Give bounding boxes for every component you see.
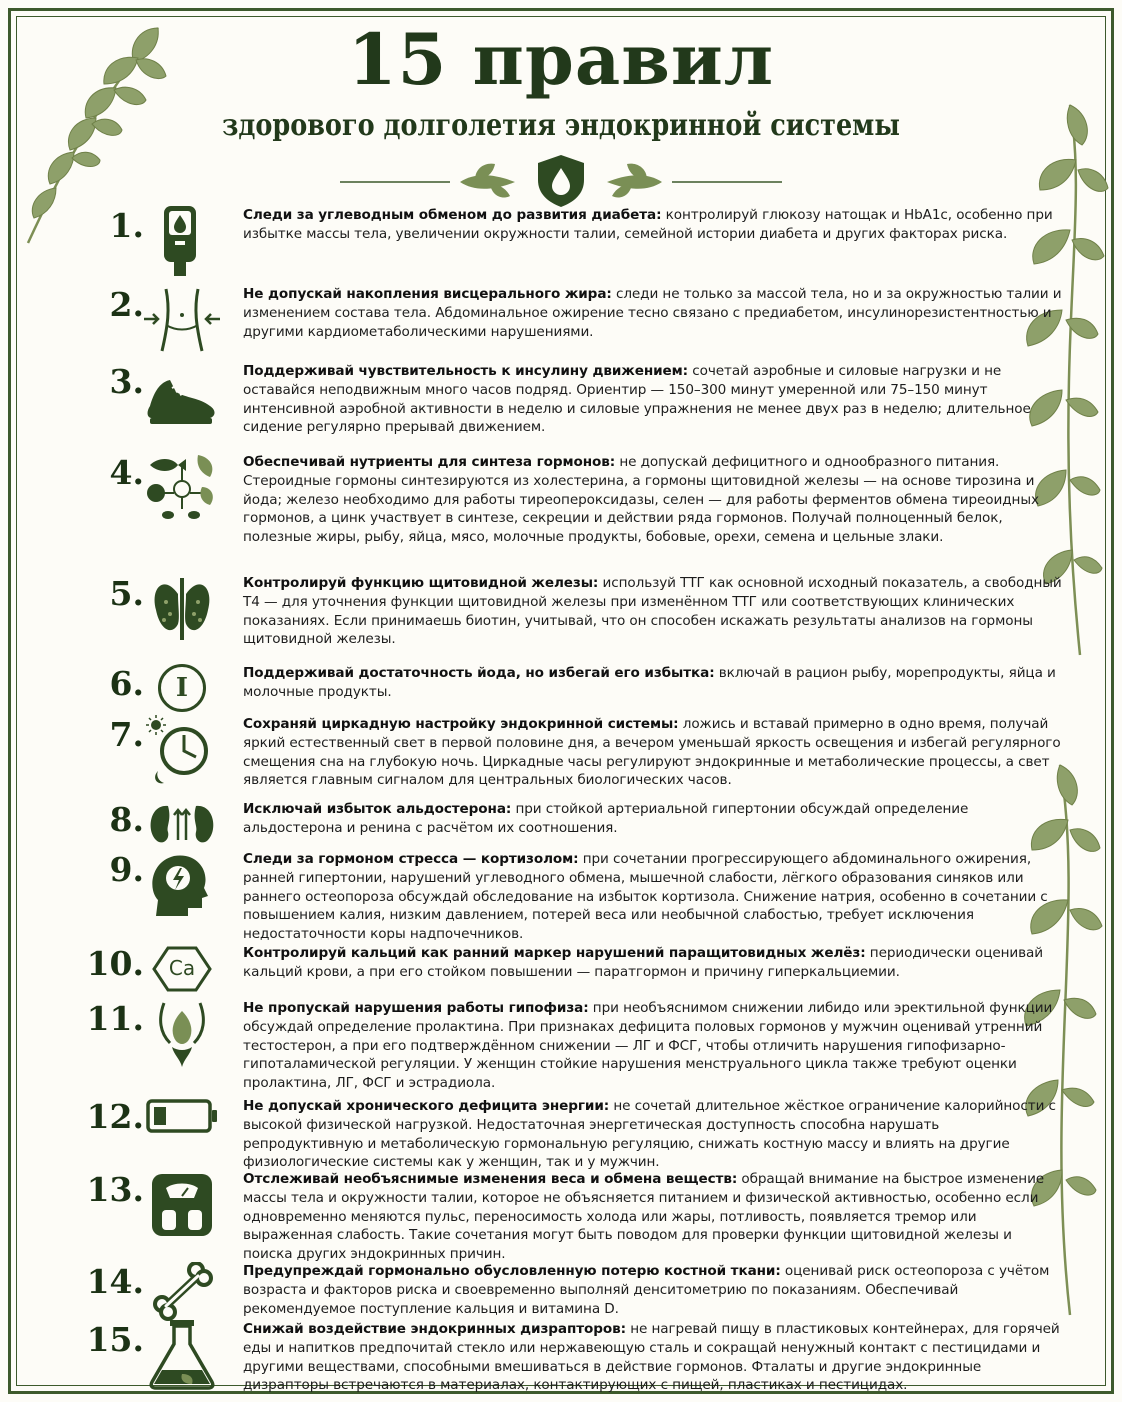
rule-heading: Не допускай накопления висцерального жира: (243, 286, 612, 302)
rule-body: не допускай дефицитного и однообразного питания. Стероидные гормоны синтезируются из холестерина, а гормоны щитовидной железы — на основе тирозина и йода; железо необходимо для работы тиреопероксидазы, селен — для работы ферментов обмена тиреоидных гормонов, а цинк участвует в синтезе, секреции и действии ряда гормонов. Получай полноценный белок, полезные жиры, рыбу, яйца, мясо, молочные продукты, бобовые, орехи, семена и цельные злаки. (243, 454, 1039, 546)
rule-number: 6. (109, 664, 144, 703)
rule-body: оценивай риск остеопороза с учётом возраста и факторов риска и своевременно выполняй денситометрию по показаниям. Обеспечивай рекомендуемое поступление кальция и витамина D. (243, 1263, 1050, 1317)
rule-number: 8. (109, 800, 144, 839)
scale-icon (144, 1170, 220, 1240)
rule-body: обращай внимание на быстрое изменение массы тела и окружности талии, которое не объясняется питанием и физической активностью, особенно если одновременно меняются пульс, переносимость холода или жары, потливость, появляется тремор или выраженная слабость. Такие сочетания могут быть поводом для проверки функции щитовидной железы и поиска других эндокринных причин. (243, 1171, 1045, 1263)
pituitary-icon (144, 999, 220, 1069)
rule-text (243, 800, 1063, 838)
rule-body: периодически оценивай кальций крови, а при его стойком повышении — паратгормон и причину гиперкальциемии. (243, 945, 1044, 980)
bone-icon (144, 1262, 220, 1322)
rule-heading: Обеспечивай нутриенты для синтеза гормонов: (243, 454, 616, 470)
iodine-icon (144, 664, 220, 714)
rule-body: сочетай аэробные и силовые нагрузки и не оставайся неподвижным много часов подряд. Ориентир — 150–300 минут умеренной или 75–150 минут интенсивной аэробной активности в неделю и силовые упражнения не менее двух раз в неделю; длительное сидение регулярно прерывай движением. (243, 363, 1031, 436)
clock-sun-moon-icon (144, 715, 220, 785)
rule-number: 14. (86, 1262, 144, 1301)
rule-body: не нагревай пищу в пластиковых контейнерах, для горячей еды и напитков предпочитай стекло или нержавеющую сталь и сокращай ненужный контакт с пестицидами и другими веществами, способными вмешиваться в действие гормонов. Фталаты и другие эндокринные дизрапторы встречаются в материалах, контактирующих с пищей, пластиках и пестицидах. (243, 1321, 1060, 1394)
rule-heading: Контролируй кальций как ранний маркер нарушений паращитовидных желёз: (243, 945, 866, 961)
rule-number: 13. (86, 1170, 144, 1209)
rule-heading: Предупреждай гормонально обусловленную потерю костной ткани: (243, 1263, 781, 1279)
rule-text (243, 285, 1063, 341)
rule-number: 3. (109, 362, 144, 401)
rule-heading: Отслеживай необъяснимые изменения веса и обмена веществ: (243, 1171, 738, 1187)
rule-text (243, 206, 1063, 244)
rule-text (243, 850, 1063, 944)
rule-body: следи не только за массой тела, но и за окружностью талии и изменением состава тела. Абдоминальное ожирение тесно связано с предиабетом, инсулинорезистентностью и другими кардиометаболическими нарушениями. (243, 286, 1062, 340)
rule-heading: Поддерживай достаточность йода, но избегай его избытка: (243, 665, 715, 681)
stress-head-icon (144, 850, 220, 920)
rule-heading: Следи за гормоном стресса — кортизолом: (243, 851, 579, 867)
rule-heading: Не пропускай нарушения работы гипофиза: (243, 1000, 589, 1016)
rule-body: при сочетании прогрессирующего абдоминального ожирения, ранней гипертонии, нарушений углеводного обмена, мышечной слабости, лёгкого образования синяков или раннего остеопороза обсуждай обследование на избыток кортизола. Снижение натрия, особенно в сочетании с повышением калия, низким давлением, потерей веса или необычной слабостью, требует исключения недостаточности коры надпочечников. (243, 851, 1048, 943)
page-title: 15 правил (347, 18, 775, 101)
thyroid-icon (144, 574, 220, 644)
rule-heading: Поддерживай чувствительность к инсулину движением: (243, 363, 689, 379)
low-battery-icon (144, 1097, 220, 1137)
rule-number: 1. (109, 206, 144, 245)
rule-number: 5. (109, 574, 144, 613)
rule-text (243, 1170, 1063, 1264)
shield-drop-icon (538, 155, 584, 207)
rule-text (243, 1320, 1063, 1395)
page-subtitle: здорового долголетия эндокринной системы (222, 108, 900, 143)
glucometer-icon (144, 206, 220, 276)
nutrients-icon (144, 453, 220, 523)
rule-body: ложись и вставай примерно в одно время, получай яркий естественный свет в первой половине дня, а вечером уменьшай яркость освещения и избегай регулярного смещения сна на глубокую ночь. Циркадные часы регулируют эндокринные и метаболические процессы, а свет является главным сигналом для центральных биологических часов. (243, 716, 1061, 789)
rule-heading: Не допускай хронического дефицита энергии: (243, 1098, 610, 1114)
rule-text (243, 453, 1063, 547)
rule-body: контролируй глюкозу натощак и HbA1c, особенно при избытке массы тела, увеличении окружности талии, семейной истории диабета и других факторах риска. (243, 207, 1053, 242)
rule-text (243, 1097, 1063, 1172)
rule-body: используй ТТГ как основной исходный показатель, а свободный Т4 — для уточнения функции щитовидной железы при изменённом ТТГ или соответствующих клинических показаниях. Если принимаешь биотин, учитывай, что он способен искажать результаты анализов на гормоны щитовидной железы. (243, 575, 1062, 648)
rule-number: 10. (86, 944, 144, 983)
iodine-symbol: I (158, 664, 206, 712)
rule-number: 11. (86, 999, 144, 1038)
rule-text (243, 999, 1063, 1093)
rule-body: при стойкой артериальной гипертонии обсуждай определение альдостерона и ренина с расчётом их соотношения. (243, 801, 969, 836)
calcium-symbol: Ca (168, 956, 196, 980)
rule-body: при необъяснимом снижении либидо или эректильной функции обсуждай определение пролактина. При признаках дефицита половых гормонов у мужчин оценивай утренний тестостерон, а при его подтверждённом снижении — ЛГ и ФСГ, чтобы отличить нарушения гипофизарно-гипоталамической регуляции. У женщин стойкие нарушения менструального цикла также требуют оценки пролактина, ЛГ, ФСГ и эстрадиола. (243, 1000, 1053, 1092)
rule-body: не сочетай длительное жёсткое ограничение калорийности с высокой физической нагрузкой. Недостаточная энергетическая доступность способна нарушать репродуктивную и метаболическую гормональную регуляцию, снижать костную массу и влиять на другие физиологические системы как у женщин, так и у мужчин. (243, 1098, 1056, 1171)
rule-number: 7. (109, 715, 144, 754)
rule-heading: Контролируй функцию щитовидной железы: (243, 575, 599, 591)
rule-number: 4. (109, 453, 144, 492)
rule-text (243, 574, 1063, 649)
rule-text (243, 715, 1063, 790)
rule-number: 2. (109, 285, 144, 324)
calcium-icon (144, 944, 220, 994)
rule-text (243, 664, 1063, 702)
rule-heading: Сохраняй циркадную настройку эндокринной системы: (243, 716, 679, 732)
rule-body: включай в рацион рыбу, морепродукты, яйца и молочные продукты. (243, 665, 1056, 700)
rule-text (243, 944, 1063, 982)
flask-leaf-icon (144, 1320, 220, 1390)
rule-number: 15. (86, 1320, 144, 1359)
rule-heading: Следи за углеводным обменом до развития диабета: (243, 207, 662, 223)
rule-text (243, 362, 1063, 437)
rule-number: 9. (109, 850, 144, 889)
header-divider (340, 150, 782, 210)
kidneys-icon (144, 800, 220, 850)
rule-number: 12. (86, 1097, 144, 1136)
rule-heading: Исключай избыток альдостерона: (243, 801, 512, 817)
rule-text (243, 1262, 1063, 1318)
waist-icon (144, 285, 220, 355)
rule-heading: Снижай воздействие эндокринных дизрапторов: (243, 1321, 626, 1337)
sneaker-icon (144, 362, 220, 432)
